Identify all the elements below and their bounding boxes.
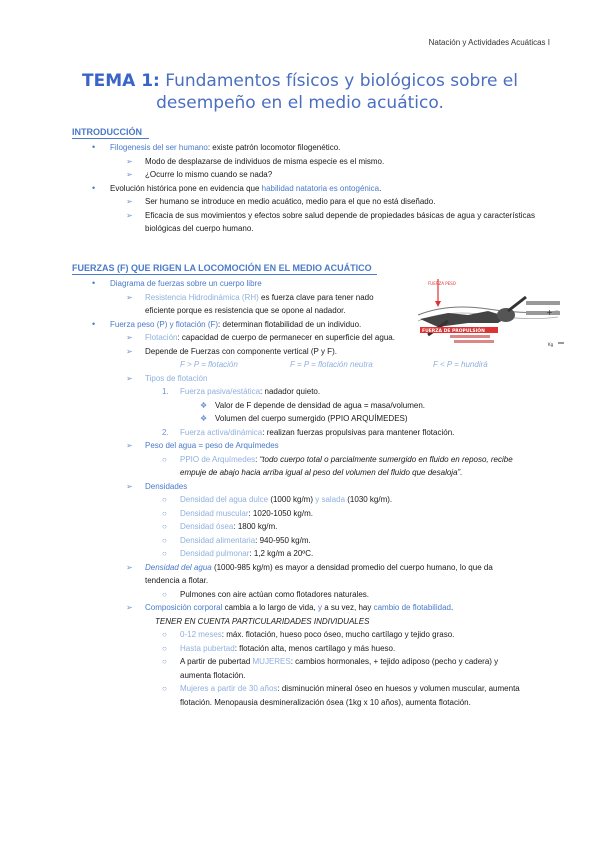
sub-label: y <box>317 603 322 612</box>
sub-label: Fuerza pasiva/estática <box>180 387 261 396</box>
sub-text: (1000 kg/m) <box>270 495 313 504</box>
sub-text: (1000-985 kg/m) es mayor a densidad promedio del cuerpo humano, lo que da tendencia a flotar. <box>145 562 493 585</box>
list-item <box>0 412 600 426</box>
arrow-icon: ➢ <box>126 441 133 450</box>
page-title <box>60 70 540 114</box>
circle-marker: ○ <box>162 522 167 531</box>
intro-heading: INTRODUCCIÓN <box>72 127 142 137</box>
list-item <box>0 628 600 642</box>
page-header: Natación y Actividades Acuáticas I <box>428 38 550 47</box>
sub-text: “todo cuerpo total o parcialmente sumergido en fluido en reposo, recibe empuje de abajo hacia arriba igual al peso del volumen del fluido que desaloja”. <box>180 454 513 477</box>
circle-marker: ○ <box>162 535 167 545</box>
number-marker: 2. <box>162 427 169 437</box>
sub-text: Eficacia de sus movimientos y efectos sobre salud depende de propiedades básicas de agua y características biológicas del cuerpo humano. <box>145 210 535 233</box>
list-item <box>0 155 600 169</box>
equation-1: F > P = flotación <box>180 360 238 369</box>
sub-text: : flotación alta, menos cartílago y más hueso. <box>234 643 396 653</box>
sub-text: : capacidad de cuerpo de permanecer en superficie del agua. <box>177 333 395 342</box>
intro-heading-underline <box>72 138 149 139</box>
sub-text: Pulmones con aire actúan como flotadores naturales. <box>180 589 369 599</box>
sub-label: Tipos de flotación <box>145 373 208 383</box>
arrow-icon: ➢ <box>126 373 133 383</box>
list-item <box>0 426 600 440</box>
equation-2: F = P = flotación neutra <box>290 360 373 369</box>
list-item <box>0 439 600 453</box>
sub-text: : disminución mineral óseo en huesos y volumen muscular, aumenta flotación. Menopausia desmineralización ósea (1kg x 10 años), aumenta flotación. <box>180 684 520 707</box>
punct: . <box>450 603 454 612</box>
sub-label: Densidad del agua dulce <box>180 495 269 504</box>
sub-text: : 1800 kg/m. <box>233 522 278 531</box>
circle-marker: ○ <box>162 684 167 693</box>
title-prefix: TEMA 1: <box>82 71 160 91</box>
sub-label: Fuerza activa/dinámica <box>180 427 263 437</box>
equation-3: F < P = hundirá <box>433 360 488 369</box>
forces-heading-underline <box>72 274 377 275</box>
list-item <box>0 209 600 236</box>
sub-label: Densidades <box>145 481 188 491</box>
list-item <box>0 534 600 548</box>
sub-text: es fuerza clave para tener nado eficiente porque es resistencia que se opone al nadador. <box>145 292 374 315</box>
sub-label: MUJERES <box>252 657 291 666</box>
sub-label: Densidad pulmonar <box>180 549 250 558</box>
list-item <box>0 547 600 561</box>
sub-text: Depende de Fuerzas con componente vertical (P y F). <box>145 346 337 356</box>
sub-text: Modo de desplazarse de individuos de misma especie es el mismo. <box>145 156 385 166</box>
arrow-icon: ➢ <box>126 603 133 612</box>
list-item <box>0 480 600 494</box>
bullet-text: : existe patrón locomotor filogenético. <box>207 143 341 152</box>
sub-text: a su vez, hay <box>321 603 374 612</box>
title-line1: Fundamentos físicos y biológicos sobre el <box>165 71 518 91</box>
list-item <box>0 507 600 521</box>
sub-text: Valor de F depende de densidad de agua = masa/volumen. <box>215 400 425 410</box>
sub-text: : realizan fuerzas propulsivas para mantener flotación. <box>262 427 455 437</box>
circle-marker: ○ <box>162 549 167 558</box>
list-item <box>0 520 600 534</box>
list-item <box>0 655 600 682</box>
figure-label-top: FUERZA PESO <box>428 281 456 286</box>
sub-label: cambio de flotabilidad <box>373 603 451 612</box>
sub-label: Densidad alimentaria <box>180 535 256 545</box>
figure-label-left: FUERZA DE PROPULSIÓN <box>422 329 485 334</box>
sub-text: : 1,2 kg/m a 20ºC. <box>249 549 314 558</box>
number-marker: 1. <box>162 387 169 396</box>
sub-label: 0-12 meses <box>180 630 222 639</box>
diamond-icon: ❖ <box>200 400 208 410</box>
arrow-icon: ➢ <box>126 333 133 342</box>
circle-marker: ○ <box>162 454 167 464</box>
bullet-label: Diagrama de fuerzas sobre un cuerpo libre <box>110 279 262 288</box>
sub-text: : máx. flotación, hueso poco óseo, mucho cartílago y tejido graso. <box>221 630 455 639</box>
list-item <box>0 682 600 709</box>
sub-label: Densidad muscular <box>180 508 249 518</box>
list-item <box>0 318 600 332</box>
sub-text: : nadador quieto. <box>260 387 321 396</box>
bullet-highlight: habilidad natatoria es ontogénica <box>261 183 380 193</box>
list-item <box>0 561 600 588</box>
list-item <box>0 331 600 345</box>
arrow-icon: ➢ <box>126 346 133 356</box>
list-item <box>0 493 600 507</box>
bullet-label: Filogenesis del ser humano <box>110 143 208 152</box>
arrow-icon: ➢ <box>126 156 133 166</box>
sub-label: Peso del agua = peso de Arquímedes <box>145 441 279 450</box>
bullet-text: : determinan flotabilidad de un individuo. <box>218 319 362 329</box>
list-item <box>0 453 600 480</box>
circle-marker: ○ <box>162 630 167 639</box>
sub-text: A partir de pubertad <box>180 657 253 666</box>
list-item <box>0 195 600 209</box>
arrow-icon: ➢ <box>126 481 133 491</box>
sub-text: ¿Ocurre lo mismo cuando se nada? <box>145 170 273 179</box>
sub-label: Mujeres a partir de 30 años <box>180 684 278 693</box>
equation-row <box>0 358 600 372</box>
title-line2: desempeño en el medio acuático. <box>156 93 444 113</box>
sub-text: Ser humano se introduce en medio acuático, medio para el que no está diseñado. <box>145 197 436 206</box>
sub-text: (1030 kg/m). <box>347 495 393 504</box>
sub-label: Flotación <box>145 333 178 342</box>
list-item <box>0 588 600 602</box>
sub-text: : cambios hormonales, + tejido adiposo (pecho y cadera) y aumenta flotación. <box>180 657 499 680</box>
arrow-icon: ➢ <box>126 292 133 302</box>
sub-label: Densidad ósea <box>180 522 234 531</box>
sub-label: y salada <box>313 495 348 504</box>
sub-text: : 1020-1050 kg/m. <box>248 508 313 518</box>
figure-label-bottom: Kg <box>548 342 554 347</box>
circle-marker: ○ <box>162 643 167 653</box>
punct: . <box>379 183 382 193</box>
sub-label: Composición corporal <box>145 603 223 612</box>
circle-marker: ○ <box>162 589 167 599</box>
list-item <box>0 141 600 155</box>
list-item <box>0 399 600 413</box>
list-item <box>0 345 600 359</box>
forces-heading: FUERZAS (F) QUE RIGEN LA LOCOMOCIÓN EN EL MEDIO ACUÁTICO <box>72 263 372 273</box>
list-item <box>0 182 600 196</box>
list-item <box>0 372 600 386</box>
intro-block <box>0 141 600 236</box>
list-item <box>0 601 600 615</box>
list-item <box>0 277 600 291</box>
bullet-text: Evolución histórica pone en evidencia que <box>110 183 262 193</box>
note-text: TENER EN CUENTA PARTICULARIDADES INDIVIDUALES <box>155 616 370 626</box>
sub-label: Hasta pubertad <box>180 643 235 653</box>
sub-text: : 940-950 kg/m. <box>255 535 311 545</box>
arrow-icon: ➢ <box>126 197 133 206</box>
svg-text:+: + <box>546 308 553 317</box>
list-item <box>0 642 600 656</box>
circle-marker: ○ <box>162 657 167 666</box>
list-item <box>0 291 600 318</box>
diamond-icon: ❖ <box>200 414 208 423</box>
colon: : <box>255 454 260 464</box>
circle-marker: ○ <box>162 495 167 504</box>
forces-block <box>0 277 600 709</box>
sub-text: Volumen del cuerpo sumergido (PPIO ARQUÍMEDES) <box>215 414 408 423</box>
sub-text: cambia a lo largo de vida, <box>222 603 318 612</box>
sub-label: PPIO de Arquímedes <box>180 454 256 464</box>
list-item <box>0 168 600 182</box>
list-item <box>0 385 600 399</box>
sub-label: Densidad del agua <box>145 562 212 572</box>
sub-label: Resistencia Hidrodinámica (RH) <box>145 292 259 302</box>
bullet-label: Fuerza peso (P) y flotación (F) <box>110 319 219 329</box>
arrow-icon: ➢ <box>126 170 133 179</box>
arrow-icon: ➢ <box>126 562 133 572</box>
circle-marker: ○ <box>162 508 167 518</box>
arrow-icon: ➢ <box>126 210 133 220</box>
